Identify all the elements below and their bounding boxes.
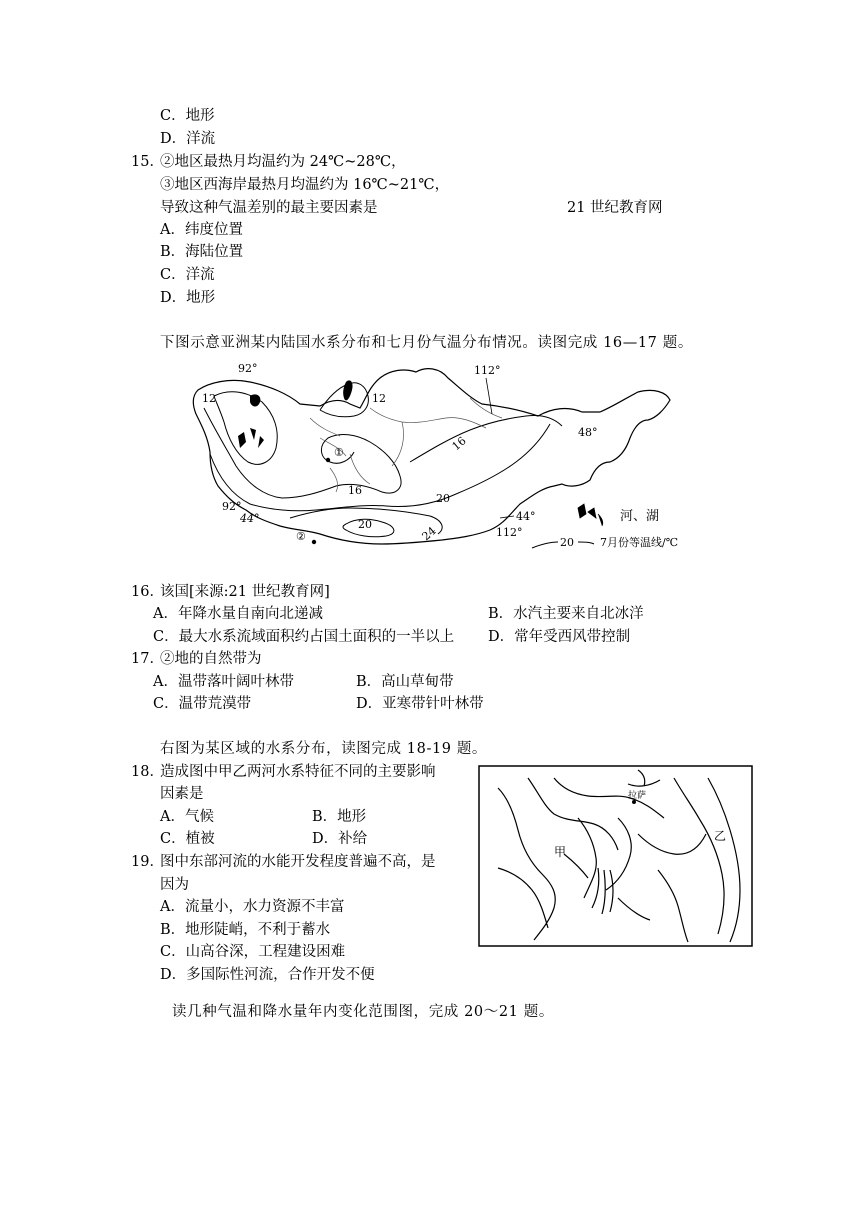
q17-option-c: C．温带荒漠带 — [153, 696, 252, 712]
q15-number: 15． — [131, 154, 164, 170]
river-lines — [310, 398, 502, 492]
label-lon-92-bottom: 92° — [222, 500, 242, 513]
q18-option-d: D．补给 — [312, 831, 368, 847]
country-outline — [193, 369, 670, 544]
label-lat-44-left: 44° — [240, 512, 260, 525]
lake-cluster — [238, 428, 264, 448]
q14-option-d: D．洋流 — [160, 131, 216, 147]
point-1-dot — [326, 458, 330, 462]
label-iso-20-mid: 20 — [436, 492, 450, 505]
q17-number: 17． — [131, 651, 164, 667]
isotherm-map — [170, 358, 700, 558]
label-point-1: ① — [334, 446, 344, 459]
label-iso-12-right: 12 — [372, 392, 386, 405]
label-iso-20-low: 20 — [358, 518, 372, 531]
q16-number: 16． — [131, 584, 164, 600]
q16-option-a: A．年降水量自南向北递减 — [153, 606, 323, 622]
intro-20-21: 读几种气温和降水量年内变化范围图，完成 20～21 题。 — [172, 1004, 554, 1020]
q18-number: 18． — [131, 764, 164, 780]
q19-option-d: D．多国际性河流，合作开发不便 — [160, 967, 375, 983]
intro-16-17: 下图示意亚洲某内陆国水系分布和七月份气温分布情况。读图完成 16—17 题。 — [160, 335, 693, 351]
q19-option-b: B．地形陡峭，不利于蓄水 — [160, 922, 331, 938]
label-iso-16-center: 16 — [348, 484, 362, 497]
q14-option-c: C．地形 — [160, 108, 215, 124]
legend-isotherm-label: 7月份等温线/℃ — [600, 536, 679, 549]
q19-line2: 因为 — [160, 877, 189, 893]
q18-option-a: A．气候 — [160, 809, 214, 825]
q19-line1: 图中东部河流的水能开发程度普遍不高，是 — [160, 854, 436, 870]
label-yi: 乙 — [714, 829, 727, 843]
watermark-text: 21 世纪教育网 — [567, 200, 663, 216]
q16-stem: 该国[来源:21 世纪教育网] — [160, 584, 330, 600]
q15-line2: ③地区西海岸最热月均温约为 16℃~21℃， — [160, 177, 450, 193]
label-iso-16-right: 16 — [449, 434, 469, 454]
q15-option-b: B．海陆位置 — [160, 244, 244, 260]
label-iso-24: 24 — [419, 524, 439, 544]
map-frame — [479, 766, 752, 946]
q18-option-c: C．植被 — [160, 831, 215, 847]
q15-line1: ②地区最热月均温约为 24℃~28℃， — [160, 154, 406, 170]
isotherm-16-right — [410, 415, 562, 462]
q17-stem: ②地的自然带为 — [160, 651, 262, 667]
q19-option-c: C．山高谷深，工程建设困难 — [160, 944, 346, 960]
label-jia: 甲 — [554, 845, 567, 859]
q15-option-a: A．纬度位置 — [160, 222, 243, 238]
q15-option-d: D．地形 — [160, 290, 216, 306]
river-system-map — [478, 758, 754, 950]
isotherm-16-loop — [204, 408, 401, 498]
label-lon-92-top: 92° — [238, 362, 258, 375]
legend-isotherm-value: 20 — [560, 536, 574, 549]
label-lat-48: 48° — [578, 426, 598, 439]
q16-option-c: C．最大水系流域面积约占国土面积的一半以上 — [153, 629, 455, 645]
q16-option-d: D．常年受西风带控制 — [488, 629, 631, 645]
label-lon-112-bottom: 112° — [496, 526, 523, 539]
q17-option-a: A．温带落叶阔叶林带 — [153, 674, 294, 690]
label-iso-12-left: 12 — [202, 392, 216, 405]
lake-north — [343, 380, 352, 400]
q17-option-d: D．亚寒带针叶林带 — [356, 696, 484, 712]
intro-18-19: 右图为某区域的水系分布，读图完成 18-19 题。 — [160, 741, 488, 757]
point-2-dot — [312, 540, 316, 544]
q15-line3: 导致这种气温差别的最主要因素是 — [160, 200, 378, 216]
lake-north-west — [250, 394, 260, 406]
q16-option-b: B．水汽主要来自北冰洋 — [488, 606, 644, 622]
label-lat-44-right: 44° — [516, 510, 536, 523]
isotherm-12-left — [214, 392, 277, 465]
q18-line2: 因素是 — [160, 786, 204, 802]
legend-rivers-label: 河、湖 — [620, 509, 660, 524]
label-city: 拉萨 — [628, 791, 647, 801]
q19-option-a: A．流量小，水力资源不丰富 — [160, 899, 345, 915]
lon-112-pointer — [486, 378, 492, 414]
q18-option-b: B．地形 — [312, 809, 367, 825]
q19-number: 19． — [131, 854, 164, 870]
q17-option-b: B．高山草甸带 — [356, 674, 454, 690]
label-point-2: ② — [296, 530, 306, 543]
q15-option-c: C．洋流 — [160, 267, 215, 283]
label-lon-112-top: 112° — [474, 364, 501, 377]
q18-line1: 造成图中甲乙两河水系特征不同的主要影响 — [160, 764, 436, 780]
legend-lake-icon — [578, 504, 603, 526]
